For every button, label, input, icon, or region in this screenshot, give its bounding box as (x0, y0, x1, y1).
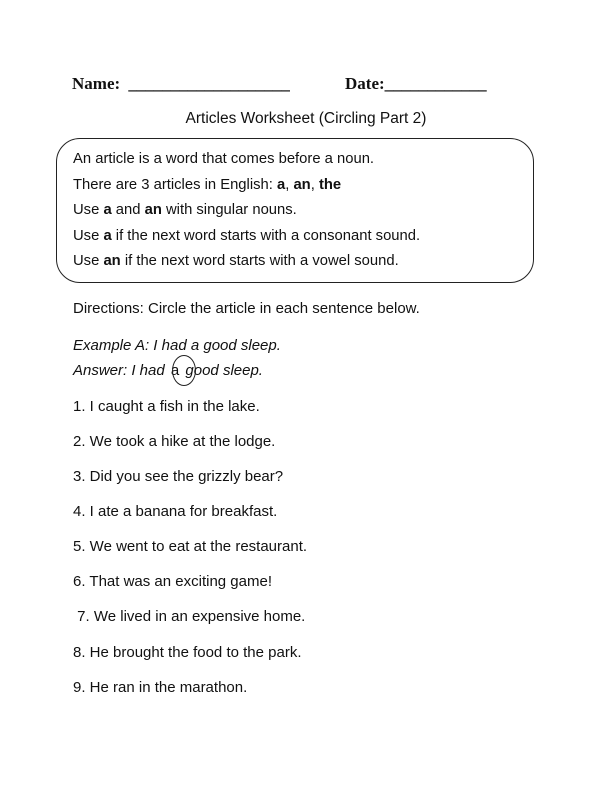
article-a: a (103, 228, 112, 244)
article-the: the (318, 177, 342, 193)
example-answer (73, 362, 263, 379)
answer-text: Answer: I had (73, 362, 169, 379)
rule-text: There are 3 articles in English: (73, 177, 277, 193)
rule-text: Use (73, 253, 104, 269)
article-a: a (103, 202, 112, 218)
date-field[interactable] (345, 74, 487, 94)
sentence-7[interactable]: 7. We lived in an expensive home. (73, 608, 306, 625)
rule-text: Use (73, 228, 104, 244)
sentence-3[interactable]: 3. Did you see the grizzly bear? (73, 468, 284, 485)
answer-text: good sleep. (181, 362, 263, 379)
rule-line-4 (73, 228, 420, 244)
sentence-1[interactable]: 1. I caught a fish in the lake. (73, 398, 260, 415)
sentence-6[interactable]: 6. That was an exciting game! (73, 573, 272, 590)
article-an: an (144, 202, 162, 218)
rule-text: if the next word starts with a vowel sound. (120, 253, 399, 269)
worksheet-title: Articles Worksheet (Circling Part 2) (185, 110, 427, 127)
rule-line-2 (73, 177, 341, 193)
sentence-5[interactable]: 5. We went to eat at the restaurant. (73, 538, 308, 555)
answer-article: a (170, 362, 180, 379)
rule-text: and (111, 202, 145, 218)
example-question: Example A: I had a good sleep. (73, 337, 281, 354)
article-an: an (103, 253, 121, 269)
rules-box (56, 138, 534, 283)
name-blank[interactable]: ___________________ (128, 74, 290, 93)
name-label: Name: (72, 74, 121, 93)
answer-circle (172, 355, 196, 386)
sentence-4[interactable]: 4. I ate a banana for breakfast. (73, 503, 278, 520)
separator: , (285, 177, 294, 193)
date-label: Date: (345, 74, 385, 93)
article-a: a (276, 177, 286, 193)
rule-line-5 (73, 253, 399, 269)
date-blank[interactable]: ____________ (384, 74, 487, 93)
separator: , (310, 177, 319, 193)
sentence-9[interactable]: 9. He ran in the marathon. (73, 679, 248, 696)
rule-text: if the next word starts with a consonant sound. (111, 228, 421, 244)
rule-line-1: An article is a word that comes before a noun. (73, 151, 375, 167)
name-field[interactable] (72, 74, 290, 94)
rule-text: with singular nouns. (161, 202, 297, 218)
article-an: an (293, 177, 311, 193)
rule-line-3 (73, 202, 297, 218)
sentence-8[interactable]: 8. He brought the food to the park. (73, 644, 302, 661)
sentence-2[interactable]: 2. We took a hike at the lodge. (73, 433, 276, 450)
directions: Directions: Circle the article in each sentence below. (73, 300, 420, 317)
rule-text: Use (73, 202, 104, 218)
